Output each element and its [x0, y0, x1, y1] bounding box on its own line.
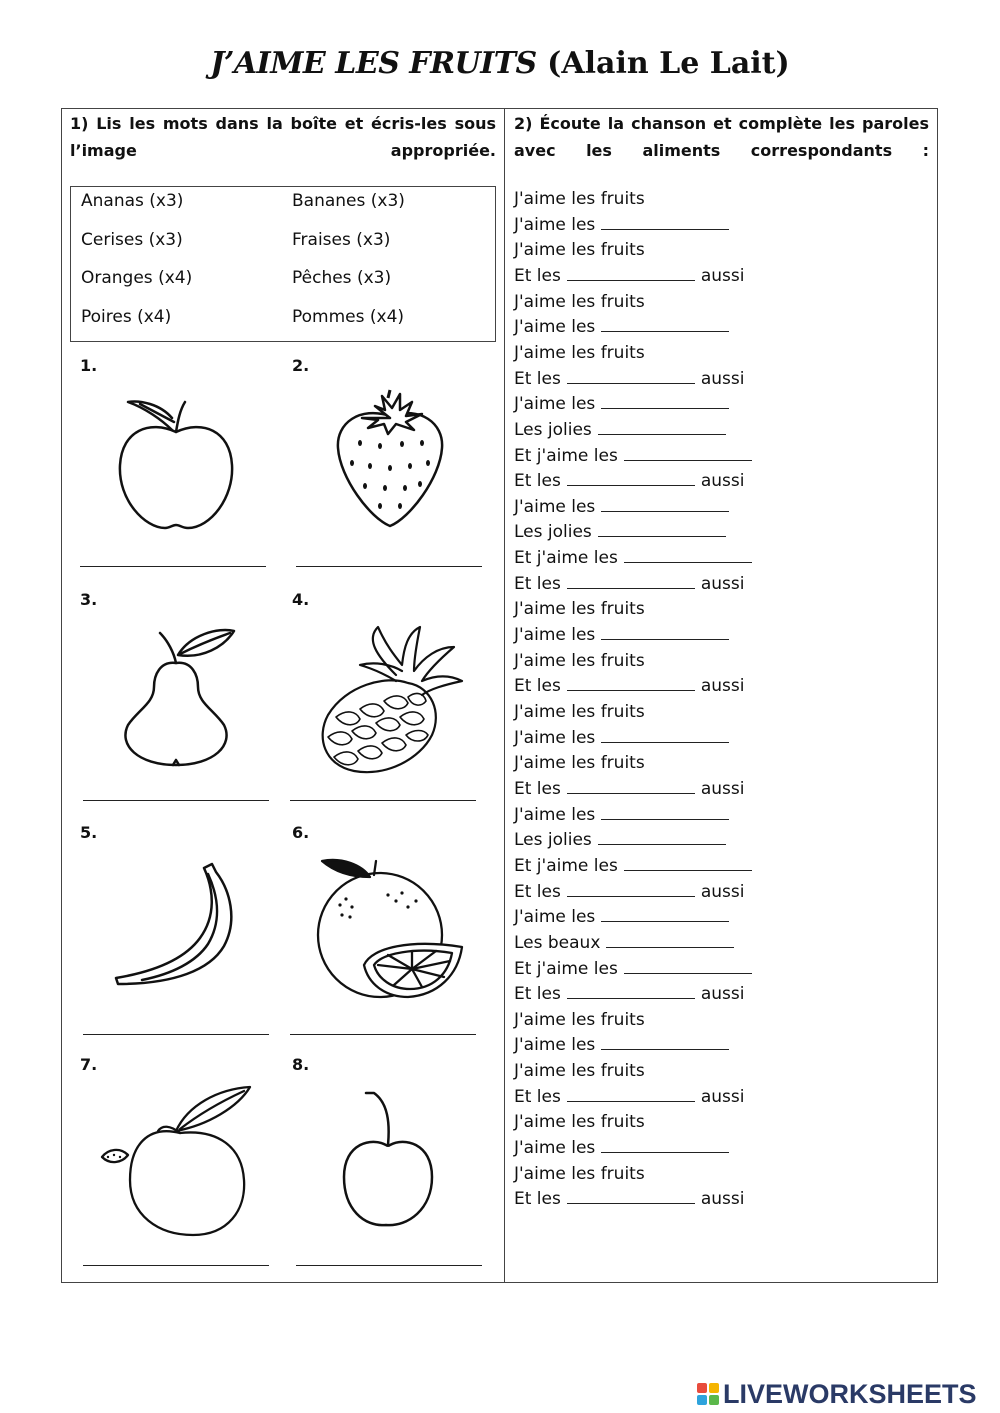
answer-line[interactable]	[290, 800, 476, 801]
lyric-text: J'aime les fruits	[514, 1163, 645, 1184]
lyric-line	[514, 238, 645, 262]
lyric-text: J'aime les fruits	[514, 240, 645, 261]
lyric-blank[interactable]	[601, 497, 729, 512]
lyric-suffix: aussi	[700, 573, 745, 594]
lyric-line	[514, 418, 726, 442]
lyric-text: Et j'aime les	[514, 958, 618, 979]
lyric-blank[interactable]	[567, 1189, 695, 1204]
lyric-text: J'aime les	[514, 907, 596, 928]
lyric-line	[514, 777, 745, 801]
lyric-text: Et les	[514, 881, 561, 902]
lyric-blank[interactable]	[567, 676, 695, 691]
lyric-text: Et j'aime les	[514, 548, 618, 569]
cherry-icon	[338, 1087, 438, 1237]
lyric-line	[514, 1085, 745, 1109]
lyric-line	[514, 803, 729, 827]
lyric-text: J'aime les fruits	[514, 1112, 645, 1133]
item-number: 6.	[292, 823, 310, 842]
lyric-blank[interactable]	[601, 805, 729, 820]
lyric-line	[514, 1008, 645, 1032]
lyric-line	[514, 187, 645, 211]
item-number: 3.	[80, 590, 98, 609]
word-item: Ananas (x3)	[81, 191, 184, 211]
lyric-text: J'aime les fruits	[514, 291, 645, 312]
lyric-suffix: aussi	[700, 1189, 745, 1210]
lyric-blank[interactable]	[567, 984, 695, 999]
word-item: Pommes (x4)	[292, 307, 405, 327]
lyric-blank[interactable]	[601, 1138, 729, 1153]
lyric-line	[514, 957, 752, 981]
left-instruction: 1) Lis les mots dans la boîte et écris-les sous l’image appropriée.	[70, 114, 496, 160]
lyric-text: J'aime les	[514, 804, 596, 825]
lyric-text: J'aime les	[514, 496, 596, 517]
lyric-text: Et les	[514, 471, 561, 492]
lyric-line	[514, 674, 745, 698]
lyric-text: Et les	[514, 265, 561, 286]
answer-line[interactable]	[83, 800, 269, 801]
lyric-line	[514, 469, 745, 493]
title-author: (Alain Le Lait)	[536, 46, 790, 81]
lyric-line	[514, 828, 726, 852]
lyric-line	[514, 1033, 729, 1057]
lyric-text: J'aime les fruits	[514, 753, 645, 774]
strawberry-icon	[330, 388, 450, 533]
lyric-text: J'aime les fruits	[514, 1009, 645, 1030]
lyric-line	[514, 290, 645, 314]
lyric-blank[interactable]	[601, 317, 729, 332]
lyric-text: Et j'aime les	[514, 445, 618, 466]
item-number: 8.	[292, 1055, 310, 1074]
lyric-blank[interactable]	[601, 1035, 729, 1050]
lyric-blank[interactable]	[601, 625, 729, 640]
lyric-blank[interactable]	[601, 907, 729, 922]
pineapple-icon	[316, 625, 464, 775]
lyric-blank[interactable]	[567, 266, 695, 281]
lyric-text: J'aime les fruits	[514, 342, 645, 363]
lyric-line	[514, 444, 752, 468]
answer-line[interactable]	[290, 1034, 476, 1035]
lyric-line	[514, 1187, 745, 1211]
lyric-suffix: aussi	[700, 1086, 745, 1107]
lyric-blank[interactable]	[624, 959, 752, 974]
lyric-line	[514, 854, 752, 878]
column-divider	[504, 108, 505, 1283]
lyric-blank[interactable]	[624, 446, 752, 461]
lyric-line	[514, 649, 645, 673]
lyric-line	[514, 905, 729, 929]
answer-line[interactable]	[80, 566, 266, 567]
lyric-line	[514, 546, 752, 570]
lyric-blank[interactable]	[598, 420, 726, 435]
lyric-blank[interactable]	[598, 830, 726, 845]
lyric-line	[514, 315, 729, 339]
banana-icon	[112, 860, 242, 990]
lyric-line	[514, 880, 745, 904]
word-item: Fraises (x3)	[292, 230, 391, 250]
lyric-text: J'aime les	[514, 317, 596, 338]
lyric-blank[interactable]	[567, 779, 695, 794]
lyric-line	[514, 751, 645, 775]
lyric-line	[514, 726, 729, 750]
lyric-text: J'aime les fruits	[514, 702, 645, 722]
lyric-line	[514, 495, 729, 519]
lyric-text: J'aime les fruits	[514, 599, 645, 620]
lyric-line	[514, 982, 745, 1006]
word-item: Cerises (x3)	[81, 230, 183, 250]
lyric-text: Et les	[514, 1189, 561, 1210]
lyric-line	[514, 931, 734, 955]
lyric-suffix: aussi	[700, 778, 745, 799]
lyric-text: J'aime les	[514, 1035, 596, 1056]
lyric-text: Et les	[514, 984, 561, 1005]
title-main: J’AIME LES FRUITS	[210, 46, 537, 81]
item-number: 1.	[80, 356, 98, 375]
lyric-text: Et les	[514, 676, 561, 697]
lyric-text: J'aime les fruits	[514, 650, 645, 671]
lyric-text: J'aime les	[514, 394, 596, 415]
lyric-line	[514, 597, 645, 621]
lyric-line	[514, 341, 645, 365]
lyric-blank[interactable]	[567, 369, 695, 384]
lyric-text: Les jolies	[514, 830, 592, 851]
lyric-text: Et les	[514, 1086, 561, 1107]
lyric-text: Et les	[514, 778, 561, 799]
lyric-suffix: aussi	[700, 471, 745, 492]
lyric-blank[interactable]	[567, 471, 695, 486]
lyric-text: Et les	[514, 368, 561, 389]
item-number: 5.	[80, 823, 98, 842]
worksheet-title	[0, 46, 1000, 81]
orange-icon	[312, 855, 464, 1000]
lyric-suffix: aussi	[700, 881, 745, 902]
word-item: Bananes (x3)	[292, 191, 405, 211]
answer-line[interactable]	[83, 1265, 269, 1266]
lyric-line	[514, 264, 745, 288]
lyric-blank[interactable]	[567, 574, 695, 589]
liveworksheets-icon	[697, 1383, 719, 1405]
item-number: 7.	[80, 1055, 98, 1074]
lyric-blank[interactable]	[624, 856, 752, 871]
item-number: 4.	[292, 590, 310, 609]
lyric-line	[514, 572, 745, 596]
lyric-text: J'aime les	[514, 625, 596, 646]
pear-icon	[118, 625, 238, 770]
lyric-suffix: aussi	[700, 984, 745, 1005]
lyric-text: J'aime les fruits	[514, 1061, 645, 1082]
word-item: Poires (x4)	[81, 307, 172, 327]
lyric-blank[interactable]	[606, 933, 734, 948]
logo-text: LIVEWORKSHEETS	[723, 1378, 977, 1409]
lyric-line	[514, 392, 729, 416]
lyric-suffix: aussi	[700, 368, 745, 389]
lyric-text: J'aime les	[514, 727, 596, 748]
answer-line[interactable]	[296, 566, 482, 567]
lyric-line	[514, 367, 745, 391]
lyric-text: J'aime les	[514, 1138, 596, 1159]
lyric-line	[514, 1110, 645, 1134]
lyric-line	[514, 213, 729, 237]
answer-line[interactable]	[296, 1265, 482, 1266]
item-number: 2.	[292, 356, 310, 375]
word-box	[70, 186, 496, 342]
lyric-text: Les jolies	[514, 419, 592, 440]
lyric-text: J'aime les fruits	[514, 189, 645, 209]
lyric-text: Et les	[514, 573, 561, 594]
lyric-suffix: aussi	[700, 676, 745, 697]
lyric-blank[interactable]	[567, 882, 695, 897]
lyric-line	[514, 1059, 645, 1083]
lyric-text: Et j'aime les	[514, 855, 618, 876]
lyric-line	[514, 1136, 729, 1160]
lyric-blank[interactable]	[601, 394, 729, 409]
lyric-line	[514, 700, 645, 724]
word-item: Oranges (x4)	[81, 268, 193, 288]
lyric-blank[interactable]	[624, 548, 752, 563]
lyric-text: Les jolies	[514, 522, 592, 543]
lyric-line	[514, 623, 729, 647]
right-instruction: 2) Écoute la chanson et complète les paroles avec les aliments correspondants :	[514, 114, 929, 160]
answer-line[interactable]	[83, 1034, 269, 1035]
lyric-blank[interactable]	[601, 215, 729, 230]
lyric-line	[514, 1162, 645, 1186]
word-item: Pêches (x3)	[292, 268, 392, 288]
lyric-blank[interactable]	[567, 1087, 695, 1102]
lyric-suffix: aussi	[700, 265, 745, 286]
lyric-blank[interactable]	[601, 728, 729, 743]
apple-icon	[110, 390, 240, 535]
liveworksheets-logo	[697, 1378, 977, 1410]
lyric-blank[interactable]	[598, 522, 726, 537]
lyric-text: Les beaux	[514, 932, 601, 953]
lyric-line	[514, 520, 726, 544]
lyric-text: J'aime les	[514, 214, 596, 235]
peach-icon	[98, 1085, 258, 1240]
